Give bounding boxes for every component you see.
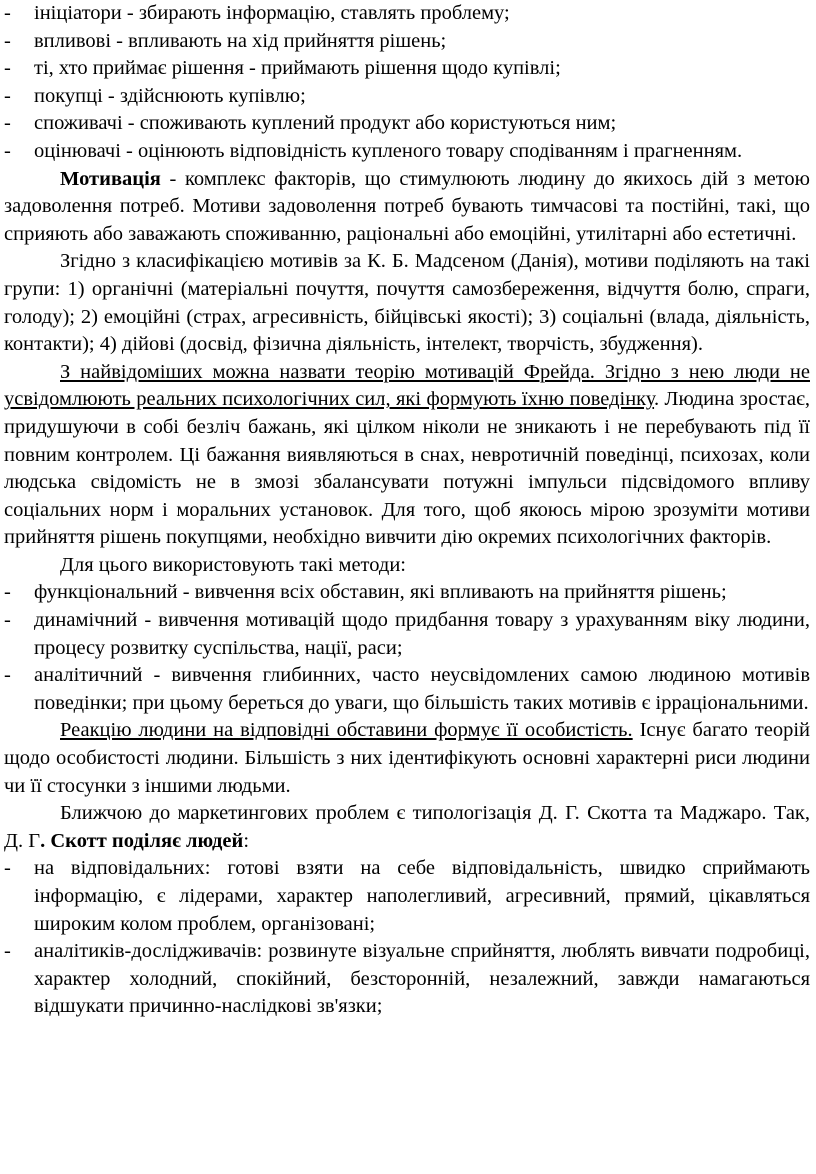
list-item-text: ініціатори - збирають інформацію, ставлять проблему; xyxy=(34,2,510,24)
personality-paragraph xyxy=(4,717,810,800)
scott-bold: . Скотт поділяє людей xyxy=(40,829,244,852)
freud-paragraph xyxy=(4,359,810,552)
list-item-text: впливові - впливають на хід прийняття рішень; xyxy=(34,29,447,52)
list-dash: - xyxy=(4,2,11,24)
scott-paragraph xyxy=(4,800,810,855)
list-dash: - xyxy=(4,139,11,162)
list-dash: - xyxy=(4,940,11,963)
list-item-text: аналітиків-дослідживачів: розвинуте візуальне сприйняття, люблять вивчати подробиці, характер холодний, спокійний, безсторонній, незалежний, завжди намагаються відшукати причинно-наслідкові зв'язки; xyxy=(34,940,810,1018)
list-item-text: функціональний - вивчення всіх обставин, які впливають на прийняття рішень; xyxy=(34,581,727,604)
motivation-paragraph xyxy=(4,166,810,249)
list-item-text: покупці - здійснюють купівлю; xyxy=(34,84,306,107)
list-item-text: споживачі - споживають куплений продукт або користуються ним; xyxy=(34,112,617,135)
list-item xyxy=(4,855,810,938)
list-dash: - xyxy=(4,84,11,107)
list-item xyxy=(4,662,810,717)
list-item xyxy=(4,579,810,607)
list-dash: - xyxy=(4,57,11,80)
list-dash: - xyxy=(4,609,11,632)
madsen-paragraph: Згідно з класифікацією мотивів за К. Б. Мадсеном (Данія), мотиви поділяють на такі групи: 1) органічні (матеріальні почуття, почуття самозбереження, відчуття болю, спраги, голоду); 2) емоційні (страх, агресивність, бійцівські якості); 3) соціальні (влада, діяльність, контакти); 4) дійові (досвід, фізична діяльність, інтелект, творчість, збудження). xyxy=(4,250,810,356)
list-dash: - xyxy=(4,664,11,687)
list-item-text: ті, хто приймає рішення - приймають рішення щодо купівлі; xyxy=(34,57,561,80)
list-dash: - xyxy=(4,857,11,880)
list-item-text: на відповідальних: готові взяти на себе відповідальність, швидко сприймають інформацію, є лідерами, характер наполегливий, агресивний, прямий, цікавляться широким колом проблем, організовані; xyxy=(34,857,810,935)
list-item xyxy=(4,28,810,56)
list-item xyxy=(4,138,810,166)
methods-intro: Для цього використовують такі методи: xyxy=(60,553,406,576)
list-dash: - xyxy=(4,112,11,135)
scott-tail: : xyxy=(243,829,250,852)
freud-text: . Людина зростає, придушуючи в собі безліч бажань, які цілком ніколи не зникають і не перебувають під її повним контролем. Ці бажання виявляються в снах, невротичній поведінці, психозах, коли людська свідомість не в змозі збалансувати потужні імпульси підсвідомого впливу соціальних норм і моральних установок. Для того, щоб якоюсь мірою зрозуміти мотиви прийняття рішень покупцями, необхідно вивчити дію окремих психологічних факторів. xyxy=(4,388,810,549)
freud-underlined: З найвідоміших можна назвати теорію мотивацій Фрейда. Згідно з нею люди не усвідомлюють реальних психологічних сил, які формують їхню поведінку xyxy=(4,360,810,411)
list-item xyxy=(4,110,810,138)
list-item xyxy=(4,55,810,83)
list-item xyxy=(4,938,810,1021)
list-item-text: аналітичний - вивчення глибинних, часто неусвідомлених самою людиною мотивів поведінки; при цьому береться до уваги, що більшість таких мотивів є ірраціональними. xyxy=(34,664,810,714)
personality-text: Існує багато теорій щодо особистості людини. Більшість з них ідентифікують основні характерні риси людини чи її стосунки з іншими людьми. xyxy=(4,719,810,797)
list-item xyxy=(4,607,810,662)
list-item xyxy=(4,83,810,111)
list-dash: - xyxy=(4,581,11,604)
scott-lead: Ближчою до маркетингових проблем є типологізація Д. Г. Скотта та Маджаро. Так, Д. Г xyxy=(4,802,810,852)
list-item xyxy=(4,0,810,28)
motivation-definition: - комплекс факторів, що стимулюють людину до якихось дій з метою задоволення потреб. Мотиви задоволення потреб бувають тимчасові та постійні, такі, що сприяють або заважають споживанню, раціональні або емоційні, утилітарні або естетичні. xyxy=(4,167,810,245)
motivation-term: Мотивація xyxy=(60,167,161,190)
list-item-text: оцінювачі - оцінюють відповідність купленого товару сподіванням і прагненням. xyxy=(34,139,743,162)
personality-underlined: Реакцію людини на відповідні обставини формує її особистість. xyxy=(60,719,633,742)
list-item-text: динамічний - вивчення мотивацій щодо придбання товару з урахуванням віку людини, процесу розвитку суспільства, нації, раси; xyxy=(34,609,810,659)
list-dash: - xyxy=(4,29,11,52)
